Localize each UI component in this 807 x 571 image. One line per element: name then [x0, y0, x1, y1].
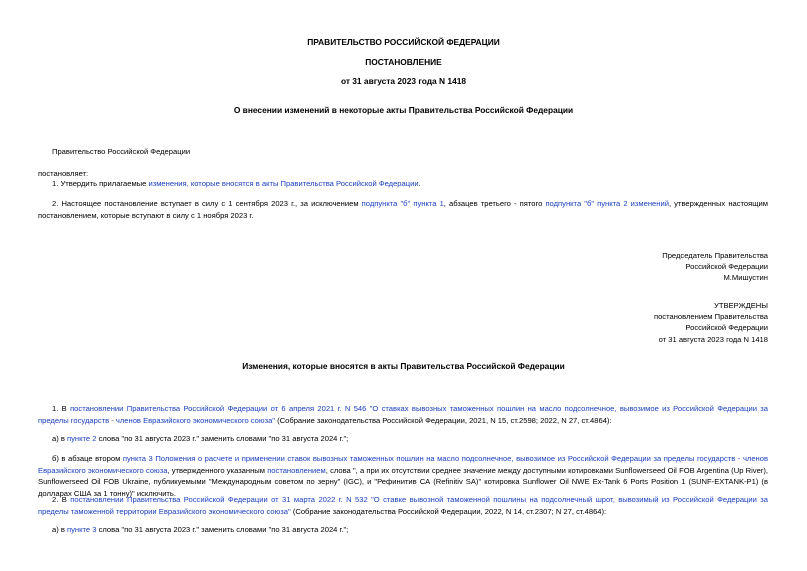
item-1 — [52, 178, 782, 190]
signature-name: М.Мишустин — [723, 273, 768, 283]
link-point-3-regulation[interactable]: пункта 3 Положения о расчете и применении ставок вывозных таможенных пошлин на масло подсолнечное, вывозимое из Российской Федерации за пределы государств - членов Евразийского экономического союза — [38, 454, 769, 475]
change-1b-mid: , утвержденного указанным — [167, 465, 268, 475]
change-2 — [38, 494, 768, 517]
link-decree[interactable]: постановлением — [267, 465, 326, 475]
link-point-2[interactable]: пункте 2 — [67, 434, 97, 443]
link-changes[interactable]: изменения, которые вносятся в акты Правительства Российской Федерации — [148, 179, 419, 188]
link-point-3[interactable]: пункте 3 — [67, 525, 97, 534]
preamble-government: Правительство Российской Федерации — [52, 147, 191, 156]
approved-line-1: УТВЕРЖДЕНЫ — [714, 301, 768, 310]
change-1a-end: слова "по 31 августа 2023 г." заменить словами "по 31 августа 2024 г."; — [96, 434, 349, 443]
change-2a — [52, 524, 782, 536]
org-heading: ПРАВИТЕЛЬСТВО РОССИЙСКОЙ ФЕДЕРАЦИИ — [307, 37, 500, 47]
doc-date-number: от 31 августа 2023 года N 1418 — [340, 76, 467, 86]
item-2-text-1: 2. Настоящее постановление вступает в силу с 1 сентября 2023 г., за исключением — [52, 199, 362, 208]
change-1 — [38, 403, 768, 426]
change-1b — [38, 453, 768, 499]
link-decree-532[interactable]: постановлении Правительства Российской Федерации от 31 марта 2022 г. N 532 "О ставке вывозной таможенной пошлины на подсолнечный шрот, вывозимый из Российской Федерации за пределы таможенной территории Евразийского экономического союза" — [38, 495, 768, 516]
link-subpoint-b-point-1[interactable]: подпункта "б" пункта 1 — [361, 199, 444, 208]
changes-title: Изменения, которые вносятся в акты Правительства Российской Федерации — [242, 361, 565, 371]
change-1a — [52, 433, 782, 445]
signature-block — [662, 250, 768, 284]
change-2a-end: слова "по 31 августа 2023 г." заменить словами "по 31 августа 2024 г."; — [96, 525, 349, 534]
link-subpoint-b-point-2[interactable]: подпункта "б" пункта 2 изменений — [545, 199, 669, 208]
change-1b-end: , слова ", а при их отсутствии среднее значение между доступными котировками Sunflowerseed Oil FOB Argentina (Up River), Sunflowerseed Oil FOB Ukraine, публикуемыми "Международным советом по зерну" (IGC), и "Рефинитив СА (Refinitiv SA)" котировка Sunflower Oil NWE Ex-Tank 6 Ports Position 1 (SUNF-EXTANK-P1) (в долларах США за 1 тонну)" исключить. — [38, 465, 768, 498]
change-1b-text: б) в абзаце втором — [52, 454, 123, 463]
approved-line-4: от 31 августа 2023 года N 1418 — [658, 334, 768, 344]
item-1-text: 1. Утвердить прилагаемые — [52, 179, 149, 188]
signature-line-1: Председатель Правительства — [662, 251, 768, 260]
change-1a-text: а) в — [52, 434, 68, 443]
change-1-source: (Собрание законодательства Российской Федерации, 2021, N 15, ст.2598; 2022, N 27, ст.4864): — [275, 415, 612, 425]
approved-line-2: постановлением Правительства — [653, 312, 768, 322]
change-1-text: 1. В — [52, 404, 71, 413]
change-2-text: 2. В — [52, 495, 71, 504]
item-2-text-3: , утвержденных настоящим постановлением, которые вступают в силу с 1 ноября 2023 г. — [38, 199, 768, 220]
signature-line-2: Российской Федерации — [685, 262, 768, 272]
item-1-end: . — [418, 179, 421, 188]
item-2-text-2: , абзацев третьего - пятого — [443, 199, 546, 208]
link-decree-546[interactable]: постановлении Правительства Российской Федерации от 6 апреля 2021 г. N 546 "О ставках вывозных таможенных пошлин на масло подсолнечное, вывозимое из Российской Федерации за пределы государств - членов Евразийского экономического союза" — [38, 404, 768, 425]
change-2-source: (Собрание законодательства Российской Федерации, 2022, N 14, ст.2307; N 27, ст.4864): — [290, 506, 607, 516]
item-2 — [38, 198, 768, 221]
doc-title: О внесении изменений в некоторые акты Правительства Российской Федерации — [233, 105, 574, 115]
approved-block — [654, 300, 768, 345]
approved-line-3: Российской Федерации — [685, 323, 768, 333]
doc-type-heading: ПОСТАНОВЛЕНИЕ — [365, 57, 442, 67]
change-2a-text: а) в — [52, 525, 68, 534]
preamble-decrees: постановляет: — [38, 169, 89, 178]
